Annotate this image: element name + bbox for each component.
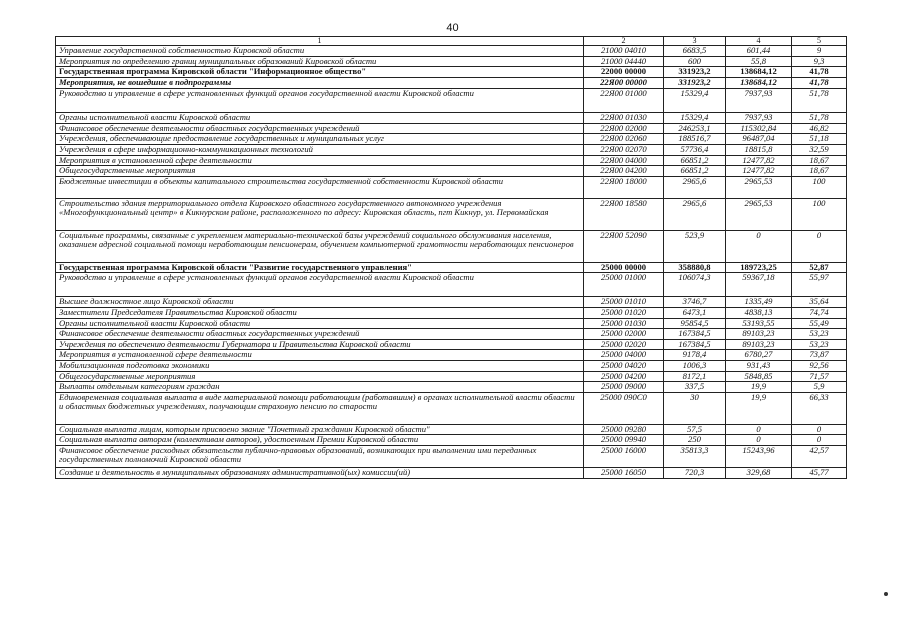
row-executed: 189723,25 — [726, 262, 792, 273]
row-code: 25000 16000 — [584, 445, 664, 467]
row-code: 22Я00 04200 — [584, 166, 664, 177]
row-code: 25000 16050 — [584, 467, 664, 478]
row-planned: 57736,4 — [664, 144, 726, 155]
table-row — [56, 134, 847, 145]
table-row — [56, 67, 847, 78]
table-row — [56, 424, 847, 435]
row-planned: 6683,5 — [664, 46, 726, 57]
row-code: 25000 04200 — [584, 371, 664, 382]
row-executed: 0 — [726, 424, 792, 435]
table-row — [56, 273, 847, 297]
table-row — [56, 318, 847, 329]
row-executed: 931,43 — [726, 360, 792, 371]
row-code: 22Я00 18000 — [584, 176, 664, 198]
row-executed: 5848,85 — [726, 371, 792, 382]
row-name: Общегосударственные мероприятия — [56, 166, 584, 177]
row-name: Мероприятия в установленной сфере деятельности — [56, 350, 584, 361]
row-name: Мероприятия в установленной сфере деятельности — [56, 155, 584, 166]
row-planned: 66851,2 — [664, 155, 726, 166]
table-row — [56, 467, 847, 478]
row-executed: 96487,04 — [726, 134, 792, 145]
row-code: 25000 02020 — [584, 339, 664, 350]
row-code: 25000 01020 — [584, 307, 664, 318]
row-executed: 138684,12 — [726, 78, 792, 89]
row-percent: 9,3 — [792, 56, 847, 67]
row-percent: 100 — [792, 198, 847, 230]
row-name: Финансовое обеспечение расходных обязательств публично-правовых образований, возникающих при выполнении ими переданных государственных полномочий Кировской области — [56, 445, 584, 467]
row-executed: 89103,23 — [726, 329, 792, 340]
row-name: Управление государственной собственностью Кировской области — [56, 46, 584, 57]
row-planned: 246253,1 — [664, 123, 726, 134]
table-row — [56, 392, 847, 424]
row-executed: 59367,18 — [726, 273, 792, 297]
table-row — [56, 78, 847, 89]
row-code: 22Я00 02060 — [584, 134, 664, 145]
row-planned: 35813,3 — [664, 445, 726, 467]
table-row — [56, 113, 847, 124]
row-code: 22Я00 02000 — [584, 123, 664, 134]
row-code: 22Я00 01000 — [584, 89, 664, 113]
table-row — [56, 382, 847, 393]
row-percent: 42,57 — [792, 445, 847, 467]
table-row — [56, 360, 847, 371]
table-row — [56, 445, 847, 467]
row-planned: 331923,2 — [664, 78, 726, 89]
table-row — [56, 307, 847, 318]
row-planned: 720,3 — [664, 467, 726, 478]
row-name: Заместители Председателя Правительства Кировской области — [56, 307, 584, 318]
row-name: Строительство здания территориального отдела Кировского областного государственного автономного учреждения «Многофункциональный центр» в Кикнурском районе, расположенного по адресу: Кировская область, пгт Кикнур, ул. Первомайская — [56, 198, 584, 230]
row-planned: 331923,2 — [664, 67, 726, 78]
row-percent: 35,64 — [792, 297, 847, 308]
row-percent: 52,87 — [792, 262, 847, 273]
row-percent: 45,77 — [792, 467, 847, 478]
header-col-5: 5 — [792, 37, 847, 46]
row-planned: 188516,7 — [664, 134, 726, 145]
row-name: Учреждения, обеспечивающие предоставление государственных и муниципальных услуг — [56, 134, 584, 145]
row-percent: 55,49 — [792, 318, 847, 329]
table-row — [56, 230, 847, 262]
table-row — [56, 350, 847, 361]
table-row — [56, 262, 847, 273]
row-executed: 6780,27 — [726, 350, 792, 361]
row-percent: 0 — [792, 435, 847, 446]
row-percent: 71,57 — [792, 371, 847, 382]
header-col-3: 3 — [664, 37, 726, 46]
row-percent: 92,56 — [792, 360, 847, 371]
table-row — [56, 371, 847, 382]
row-name: Мобилизационная подготовка экономики — [56, 360, 584, 371]
table-row — [56, 166, 847, 177]
row-planned: 15329,4 — [664, 89, 726, 113]
table-row — [56, 176, 847, 198]
table-row — [56, 329, 847, 340]
row-name: Учреждения в сфере информационно-коммуникационных технологий — [56, 144, 584, 155]
row-planned: 1006,3 — [664, 360, 726, 371]
row-planned: 30 — [664, 392, 726, 424]
row-percent: 66,33 — [792, 392, 847, 424]
row-code: 22Я00 52090 — [584, 230, 664, 262]
row-planned: 600 — [664, 56, 726, 67]
row-code: 25000 09000 — [584, 382, 664, 393]
row-planned: 337,5 — [664, 382, 726, 393]
row-percent: 46,82 — [792, 123, 847, 134]
row-percent: 53,23 — [792, 339, 847, 350]
row-planned: 2965,6 — [664, 176, 726, 198]
row-name: Финансовое обеспечение деятельности областных государственных учреждений — [56, 123, 584, 134]
row-code: 21000 04440 — [584, 56, 664, 67]
row-code: 25000 090С0 — [584, 392, 664, 424]
table-row — [56, 144, 847, 155]
row-name: Социальная выплата авторам (коллективам авторов), удостоенным Премии Кировской области — [56, 435, 584, 446]
table-row — [56, 339, 847, 350]
table-row — [56, 198, 847, 230]
row-executed: 53193,55 — [726, 318, 792, 329]
row-executed: 329,68 — [726, 467, 792, 478]
row-executed: 7937,93 — [726, 113, 792, 124]
row-percent: 74,74 — [792, 307, 847, 318]
row-name: Государственная программа Кировской области "Информационное общество" — [56, 67, 584, 78]
row-planned: 167384,5 — [664, 339, 726, 350]
row-planned: 15329,4 — [664, 113, 726, 124]
row-executed: 138684,12 — [726, 67, 792, 78]
row-name: Бюджетные инвестиции в объекты капитального строительства государственной собственности Кировской области — [56, 176, 584, 198]
row-percent: 18,67 — [792, 155, 847, 166]
row-code: 22Я00 18580 — [584, 198, 664, 230]
table-row — [56, 89, 847, 113]
row-code: 25000 01010 — [584, 297, 664, 308]
row-code: 22Я00 01030 — [584, 113, 664, 124]
row-percent: 51,78 — [792, 113, 847, 124]
row-percent: 100 — [792, 176, 847, 198]
row-executed: 2965,53 — [726, 176, 792, 198]
table-row — [56, 46, 847, 57]
row-percent: 18,67 — [792, 166, 847, 177]
row-percent: 73,87 — [792, 350, 847, 361]
row-percent: 5,9 — [792, 382, 847, 393]
row-percent: 32,59 — [792, 144, 847, 155]
row-planned: 250 — [664, 435, 726, 446]
row-name: Государственная программа Кировской области "Развитие государственного управления" — [56, 262, 584, 273]
row-name: Социальная выплата лицам, которым присвоено звание "Почетный гражданин Кировской области" — [56, 424, 584, 435]
row-name: Органы исполнительной власти Кировской области — [56, 318, 584, 329]
row-planned: 8172,1 — [664, 371, 726, 382]
row-code: 25000 04020 — [584, 360, 664, 371]
row-code: 21000 04010 — [584, 46, 664, 57]
row-code: 22Я00 00000 — [584, 78, 664, 89]
table-row — [56, 297, 847, 308]
row-executed: 4838,13 — [726, 307, 792, 318]
row-percent: 51,18 — [792, 134, 847, 145]
row-planned: 167384,5 — [664, 329, 726, 340]
row-code: 25000 02000 — [584, 329, 664, 340]
row-executed: 89103,23 — [726, 339, 792, 350]
row-planned: 358880,8 — [664, 262, 726, 273]
row-executed: 601,44 — [726, 46, 792, 57]
row-planned: 106074,3 — [664, 273, 726, 297]
row-executed: 55,8 — [726, 56, 792, 67]
row-executed: 7937,93 — [726, 89, 792, 113]
row-code: 22000 00000 — [584, 67, 664, 78]
row-name: Руководство и управление в сфере установленных функций органов государственной власти Кировской области — [56, 89, 584, 113]
row-name: Мероприятия по определению границ муниципальных образований Кировской области — [56, 56, 584, 67]
row-executed: 0 — [726, 230, 792, 262]
scan-mark — [884, 592, 888, 596]
row-executed: 12477,82 — [726, 155, 792, 166]
row-executed: 12477,82 — [726, 166, 792, 177]
row-name: Мероприятия, не вошедшие в подпрограммы — [56, 78, 584, 89]
row-executed: 19,9 — [726, 392, 792, 424]
table-row — [56, 155, 847, 166]
row-code: 25000 09940 — [584, 435, 664, 446]
table-header-row — [56, 37, 847, 46]
row-planned: 6473,1 — [664, 307, 726, 318]
row-percent: 55,97 — [792, 273, 847, 297]
row-name: Общегосударственные мероприятия — [56, 371, 584, 382]
row-executed: 1335,49 — [726, 297, 792, 308]
row-percent: 41,78 — [792, 78, 847, 89]
row-planned: 57,5 — [664, 424, 726, 435]
row-planned: 9178,4 — [664, 350, 726, 361]
row-planned: 3746,7 — [664, 297, 726, 308]
row-planned: 66851,2 — [664, 166, 726, 177]
row-percent: 51,78 — [792, 89, 847, 113]
row-name: Органы исполнительной власти Кировской области — [56, 113, 584, 124]
row-planned: 523,9 — [664, 230, 726, 262]
row-planned: 2965,6 — [664, 198, 726, 230]
page-number: 40 — [446, 22, 459, 34]
row-executed: 19,9 — [726, 382, 792, 393]
header-col-4: 4 — [726, 37, 792, 46]
row-name: Социальные программы, связанные с укреплением материально-технической базы учреждений социального обслуживания населения, оказанием адресной социальной помощи неработающим пенсионерам, обучением компьютерной грамотности неработающих пенсионеров — [56, 230, 584, 262]
row-name: Выплаты отдельным категориям граждан — [56, 382, 584, 393]
row-code: 25000 01030 — [584, 318, 664, 329]
row-executed: 115302,84 — [726, 123, 792, 134]
header-col-1: 1 — [56, 37, 584, 46]
row-code: 22Я00 02070 — [584, 144, 664, 155]
row-name: Финансовое обеспечение деятельности областных государственных учреждений — [56, 329, 584, 340]
row-name: Единовременная социальная выплата в виде материальной помощи работающим (работавшим) в органах исполнительной власти области и областных бюджетных учреждениях, получающим страховую пенсию по старости — [56, 392, 584, 424]
row-percent: 0 — [792, 230, 847, 262]
row-executed: 2965,53 — [726, 198, 792, 230]
row-code: 25000 00000 — [584, 262, 664, 273]
budget-execution-table — [55, 36, 847, 479]
row-code: 25000 01000 — [584, 273, 664, 297]
row-code: 25000 04000 — [584, 350, 664, 361]
table-row — [56, 435, 847, 446]
row-percent: 9 — [792, 46, 847, 57]
row-name: Высшее должностное лицо Кировской области — [56, 297, 584, 308]
row-percent: 0 — [792, 424, 847, 435]
row-name: Создание и деятельность в муниципальных образованиях административной(ых) комиссии(ий) — [56, 467, 584, 478]
row-executed: 18815,8 — [726, 144, 792, 155]
row-planned: 95854,5 — [664, 318, 726, 329]
row-executed: 15243,96 — [726, 445, 792, 467]
row-code: 22Я00 04000 — [584, 155, 664, 166]
table-row — [56, 123, 847, 134]
row-executed: 0 — [726, 435, 792, 446]
row-code: 25000 09280 — [584, 424, 664, 435]
row-percent: 41,78 — [792, 67, 847, 78]
row-name: Руководство и управление в сфере установленных функций органов государственной власти Кировской области — [56, 273, 584, 297]
table-row — [56, 56, 847, 67]
row-name: Учреждения по обеспечению деятельности Губернатора и Правительства Кировской области — [56, 339, 584, 350]
row-percent: 53,23 — [792, 329, 847, 340]
header-col-2: 2 — [584, 37, 664, 46]
